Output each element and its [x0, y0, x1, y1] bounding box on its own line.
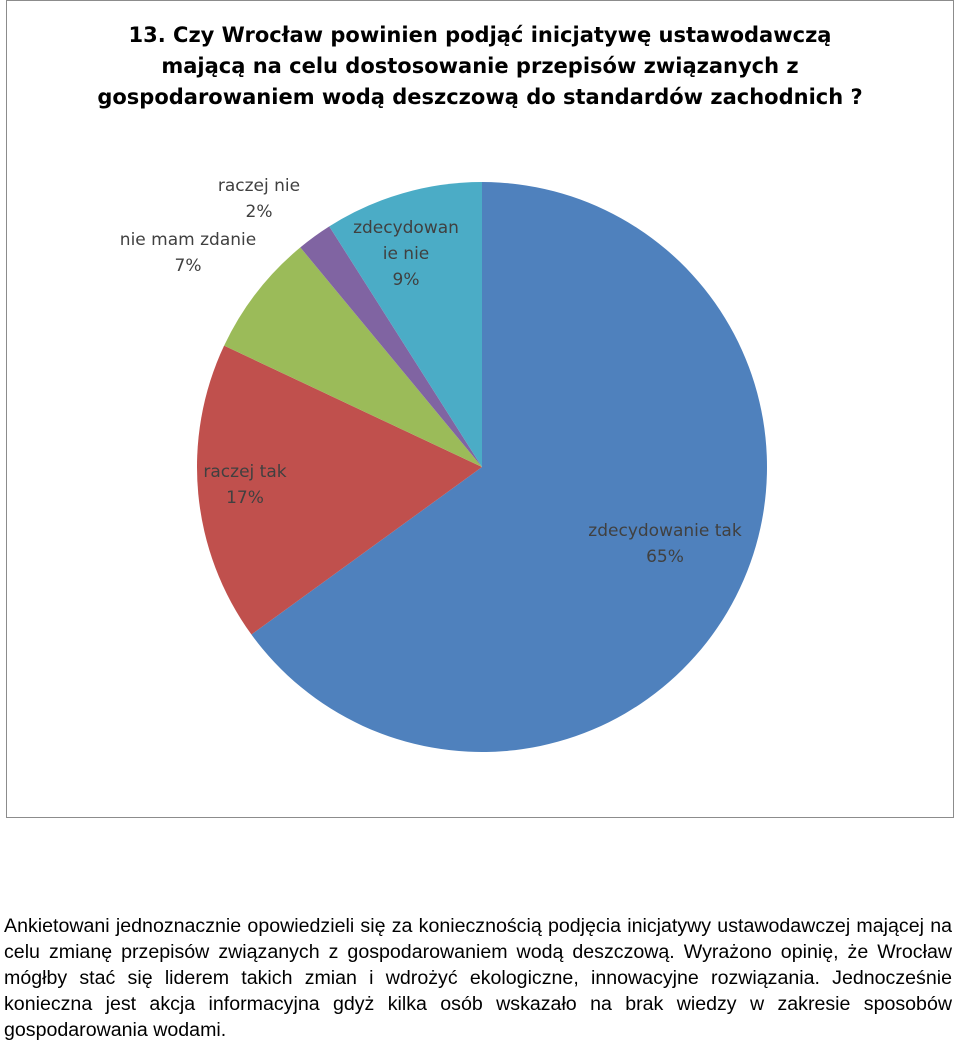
chart-caption: Ankietowani jednoznacznie opowiedzieli się za koniecznością podjęcia inicjatywy ustawodawczej mającej na celu zmianę przepisów związanych z gospodarowaniem wodą deszczową. Wyrażono opinię, że Wrocław mógłby stać się liderem takich zmian i wdrożyć ekologiczne, innowacyjne rozwiązania. Jednocześnie konieczna jest akcja informacyjna gdyż kilka osób wskazało na brak wiedzy w zakresie sposobów gospodarowania wodami.	[4, 915, 952, 1041]
chart-title: 13. Czy Wrocław powinien podjąć inicjatywę ustawodawczą mającą na celu dostosowanie przepisów związanych z gospodarowaniem wodą deszczową do standardów zachodnich ?	[97, 23, 863, 109]
data-label-raczej-nie: raczej nie 2%	[217, 176, 301, 222]
data-label-raczej-tak: raczej tak 17%	[203, 462, 287, 508]
data-label-zdecydowanie-tak: zdecydowanie tak 65%	[588, 521, 742, 567]
data-label-zdecydowanie-nie: zdecydowan ie nie 9%	[353, 218, 459, 290]
data-label-nie-mam-zdanie: nie mam zdanie 7%	[119, 230, 257, 276]
